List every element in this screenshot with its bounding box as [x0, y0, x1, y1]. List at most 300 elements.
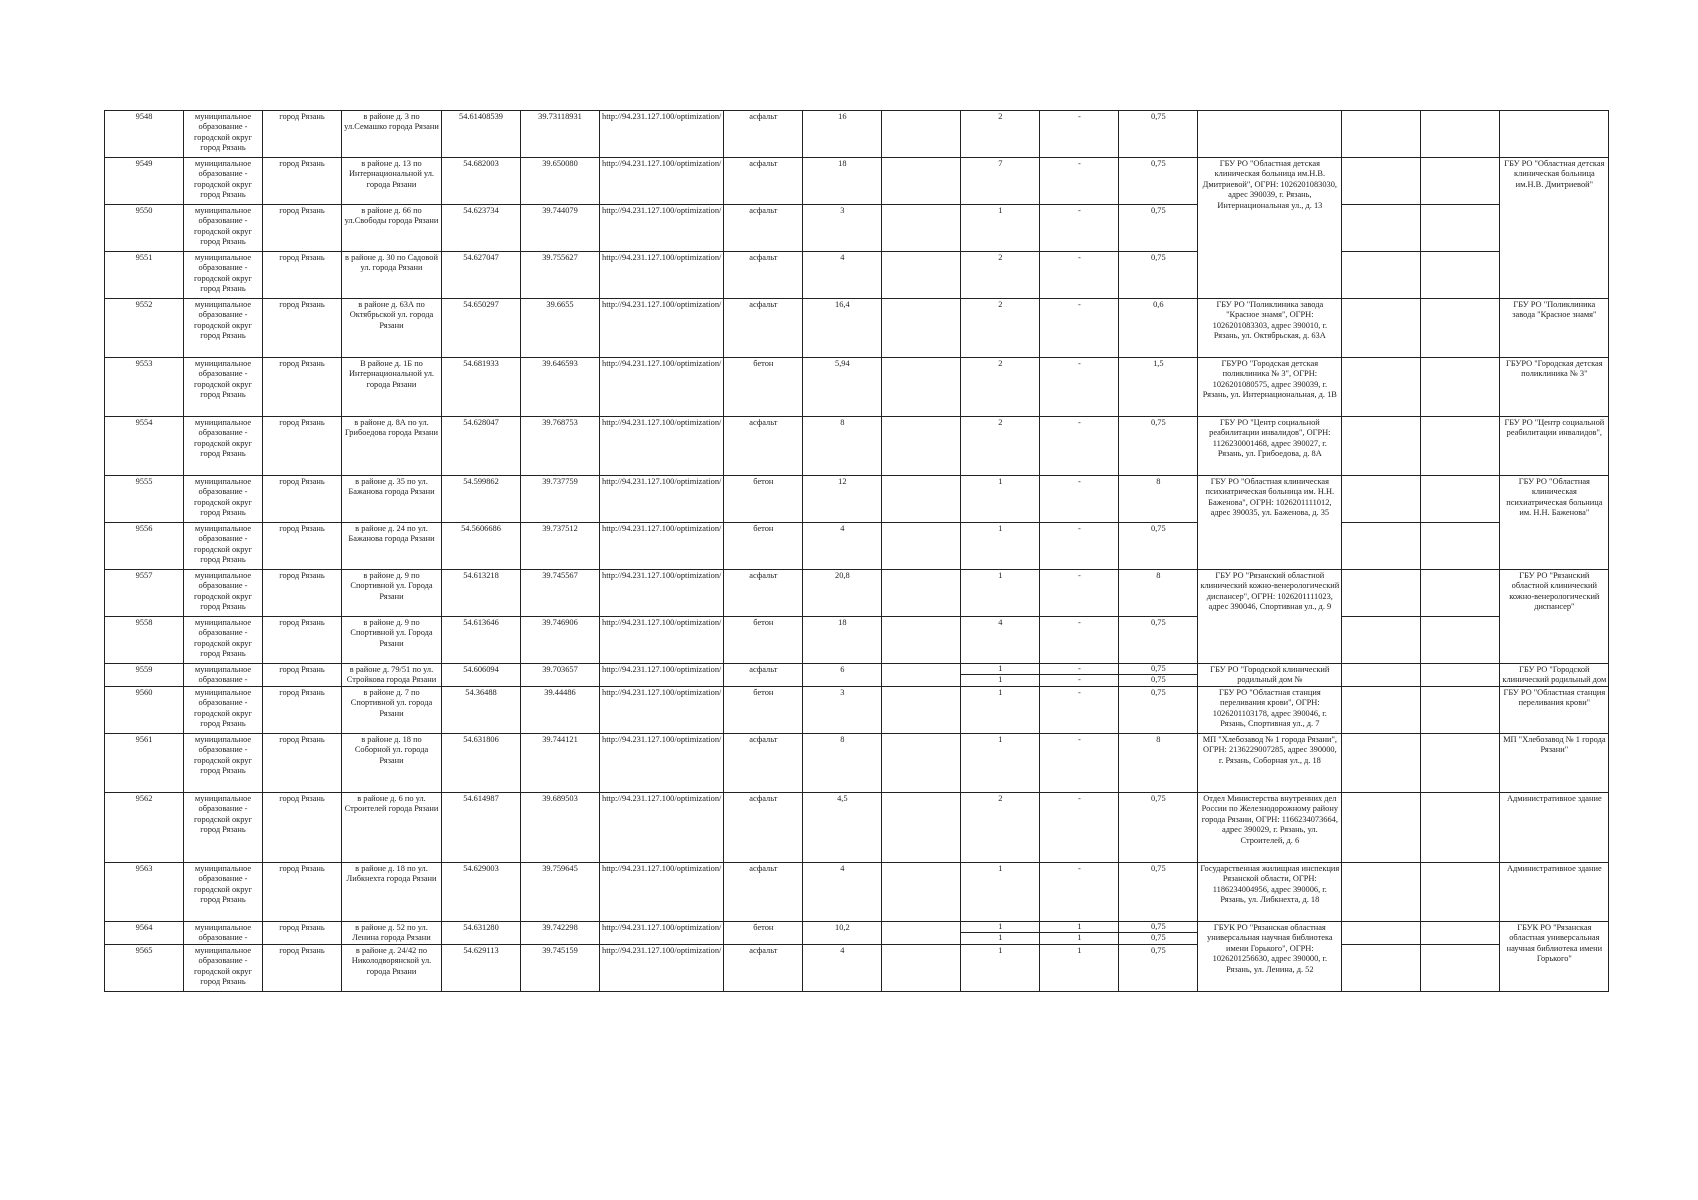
empty-cell [882, 687, 961, 734]
empty-cell [1421, 111, 1500, 158]
capacity-cell: 0,6 [1119, 299, 1198, 358]
surface-cell: асфальт [724, 570, 803, 617]
area-cell: 3 [803, 687, 882, 734]
volume-cell: - [1040, 617, 1119, 664]
empty-cell [882, 523, 961, 570]
capacity-cell: 0,75 [1119, 617, 1198, 664]
surface-cell: асфальт [724, 111, 803, 158]
municipality-cell: муниципальное образование - городской округ город Рязань [184, 945, 263, 992]
owner-cell: ГБУ РО "Областная станция переливания крови", ОГРН: 1026201103178, адрес 390046, г. Рязань, Спортивная ул., д. 7 [1198, 687, 1342, 734]
empty-cell [1342, 793, 1421, 863]
containers-cell: 1 [961, 205, 1040, 252]
latitude-cell: 54.628047 [442, 417, 521, 476]
surface-cell: асфальт [724, 863, 803, 922]
empty-cell [1421, 617, 1500, 664]
empty-cell [882, 863, 961, 922]
capacity-cell-part: 0,75 [1151, 933, 1166, 942]
waste-source-cell: ГБУ РО "Центр социальной реабилитации инвалидов", [1500, 417, 1609, 476]
area-cell: 18 [803, 158, 882, 205]
owner-cell: ГБУК РО "Рязанская областная универсальная научная библиотека имени Горького", ОГРН: 1026201256630, адрес 390000, г. Рязань, ул. Ленина, д. 52 [1198, 922, 1342, 992]
containers-cell-part: 1 [998, 933, 1003, 942]
url-cell: http://94.231.127.100/optimization/ [600, 922, 724, 945]
row-id-cell: 9557 [105, 570, 184, 617]
empty-cell [1421, 570, 1500, 617]
location-cell: в районе д. 6 по ул. Строителей города Рязани [342, 793, 442, 863]
location-cell: в районе д. 24 по ул. Бажанова города Рязани [342, 523, 442, 570]
capacity-cell-part: 0,75 [1151, 675, 1166, 684]
empty-cell [1342, 358, 1421, 417]
table-row [105, 158, 1609, 205]
containers-cell: 1 [961, 863, 1040, 922]
capacity-cell: 0,75 [1119, 111, 1198, 158]
area-cell: 4 [803, 945, 882, 992]
longitude-cell: 39.689503 [521, 793, 600, 863]
owner-cell: МП "Хлебозавод № 1 города Рязани", ОГРН: 2136229007285, адрес 390000, г. Рязань, Соборная ул., д. 18 [1198, 734, 1342, 793]
surface-cell: бетон [724, 523, 803, 570]
city-cell: город Рязань [263, 111, 342, 158]
latitude-cell: 54.650297 [442, 299, 521, 358]
containers-cell: 1 [961, 687, 1040, 734]
city-cell: город Рязань [263, 299, 342, 358]
containers-cell: 4 [961, 617, 1040, 664]
location-cell: В районе д. 1Б по Интернациональной ул. города Рязани [342, 358, 442, 417]
url-cell: http://94.231.127.100/optimization/ [600, 111, 724, 158]
url-cell: http://94.231.127.100/optimization/ [600, 570, 724, 617]
url-cell: http://94.231.127.100/optimization/ [600, 793, 724, 863]
location-cell: в районе д. 8А по ул. Грибоедова города Рязани [342, 417, 442, 476]
containers-cell: 1 [961, 570, 1040, 617]
longitude-cell: 39.646593 [521, 358, 600, 417]
volume-cell: - [1040, 299, 1119, 358]
city-cell: город Рязань [263, 158, 342, 205]
table-row [105, 252, 1609, 299]
table-row [105, 299, 1609, 358]
surface-cell: асфальт [724, 205, 803, 252]
capacity-cell: 8 [1119, 734, 1198, 793]
row-id-cell: 9550 [105, 205, 184, 252]
table-row [105, 734, 1609, 793]
longitude-cell: 39.744121 [521, 734, 600, 793]
table-row [105, 945, 1609, 992]
surface-cell: асфальт [724, 734, 803, 793]
latitude-cell: 54.623734 [442, 205, 521, 252]
location-cell: в районе д. 63А по Октябрьской ул. города Рязани [342, 299, 442, 358]
containers-cell-part: 1 [961, 922, 1039, 933]
waste-source-cell: ГБУ РО "Рязанский областной клинический кожно-венерологический диспансер" [1500, 570, 1609, 664]
empty-cell [1342, 664, 1421, 687]
city-cell: город Рязань [263, 252, 342, 299]
containers-cell: 2 [961, 417, 1040, 476]
empty-cell [1342, 476, 1421, 523]
surface-cell: бетон [724, 358, 803, 417]
capacity-cell: 0,75 [1119, 793, 1198, 863]
capacity-cell: 0,75 [1119, 687, 1198, 734]
waste-source-cell: ГБУРО "Городская детская поликлиника № 3" [1500, 358, 1609, 417]
volume-cell: - [1040, 793, 1119, 863]
capacity-cell: 0,75 [1119, 417, 1198, 476]
latitude-cell: 54.627047 [442, 252, 521, 299]
municipality-cell: муниципальное образование - [184, 664, 263, 687]
surface-cell: бетон [724, 617, 803, 664]
table-row [105, 358, 1609, 417]
url-cell: http://94.231.127.100/optimization/ [600, 205, 724, 252]
longitude-cell: 39.745567 [521, 570, 600, 617]
empty-cell [1342, 617, 1421, 664]
empty-cell [882, 252, 961, 299]
area-cell: 4 [803, 252, 882, 299]
surface-cell: асфальт [724, 793, 803, 863]
url-cell: http://94.231.127.100/optimization/ [600, 687, 724, 734]
empty-cell [882, 617, 961, 664]
table-row [105, 687, 1609, 734]
waste-source-cell: ГБУК РО "Рязанская областная универсальная научная библиотека имени Горького" [1500, 922, 1609, 992]
containers-cell: 2 [961, 358, 1040, 417]
containers-cell: 2 [961, 111, 1040, 158]
longitude-cell: 39.742298 [521, 922, 600, 945]
table-row [105, 523, 1609, 570]
empty-cell [1421, 252, 1500, 299]
empty-cell [882, 111, 961, 158]
area-cell: 3 [803, 205, 882, 252]
location-cell: в районе д. 3 по ул.Семашко города Рязани [342, 111, 442, 158]
latitude-cell: 54.36488 [442, 687, 521, 734]
row-id-cell: 9555 [105, 476, 184, 523]
table-row [105, 922, 1609, 945]
url-cell: http://94.231.127.100/optimization/ [600, 158, 724, 205]
empty-cell [882, 205, 961, 252]
containers-cell: 1 [961, 523, 1040, 570]
volume-cell: - [1040, 417, 1119, 476]
location-cell: в районе д. 9 по Спортивной ул. Города Рязани [342, 617, 442, 664]
owner-cell: ГБУ РО "Областная клиническая психиатрическая больница им. Н.Н. Баженова", ОГРН: 1026201111012, адрес 390035, ул. Баженова, д. 35 [1198, 476, 1342, 570]
empty-cell [1421, 523, 1500, 570]
capacity-cell: 8 [1119, 476, 1198, 523]
volume-cell-part: - [1077, 675, 1081, 684]
longitude-cell: 39.44486 [521, 687, 600, 734]
area-cell: 6 [803, 664, 882, 687]
containers-cell: 7 [961, 158, 1040, 205]
municipality-cell: муниципальное образование - городской округ город Рязань [184, 205, 263, 252]
volume-cell-part: - [1040, 664, 1118, 675]
url-cell: http://94.231.127.100/optimization/ [600, 945, 724, 992]
city-cell: город Рязань [263, 617, 342, 664]
longitude-cell: 39.745159 [521, 945, 600, 992]
owner-cell: ГБУ РО "Рязанский областной клинический кожно-венерологический диспансер", ОГРН: 1026201111023, адрес 390046, Спортивная ул., д. 9 [1198, 570, 1342, 664]
volume-cell: - [1040, 158, 1119, 205]
volume-cell: 1 [1040, 945, 1119, 992]
longitude-cell: 39.650080 [521, 158, 600, 205]
empty-cell [1342, 252, 1421, 299]
empty-cell [1342, 687, 1421, 734]
latitude-cell: 54.629113 [442, 945, 521, 992]
empty-cell [1342, 863, 1421, 922]
empty-cell [1421, 205, 1500, 252]
longitude-cell: 39.759645 [521, 863, 600, 922]
owner-cell: ГБУ РО "Поликлиника завода "Красное знамя", ОГРН: 1026201083303, адрес 390010, г. Рязань, ул. Октябрьская, д. 63А [1198, 299, 1342, 358]
area-cell: 16,4 [803, 299, 882, 358]
longitude-cell: 39.737512 [521, 523, 600, 570]
containers-cell: 2 [961, 252, 1040, 299]
location-cell: в районе д. 7 по Спортивной ул. города Рязани [342, 687, 442, 734]
containers-cell [961, 664, 1040, 687]
municipality-cell: муниципальное образование - городской округ город Рязань [184, 476, 263, 523]
location-cell: в районе д. 18 по Соборной ул. города Рязани [342, 734, 442, 793]
area-cell: 20,8 [803, 570, 882, 617]
table-row [105, 111, 1609, 158]
municipality-cell: муниципальное образование - городской округ город Рязань [184, 617, 263, 664]
city-cell: город Рязань [263, 664, 342, 687]
url-cell: http://94.231.127.100/optimization/ [600, 417, 724, 476]
waste-source-cell: ГБУ РО "Областная клиническая психиатрическая больница им. Н.Н. Баженова" [1500, 476, 1609, 570]
volume-cell: - [1040, 523, 1119, 570]
empty-cell [1342, 734, 1421, 793]
empty-cell [882, 793, 961, 863]
empty-cell [1421, 476, 1500, 523]
city-cell: город Рязань [263, 205, 342, 252]
surface-cell: бетон [724, 476, 803, 523]
empty-cell [1421, 734, 1500, 793]
empty-cell [1342, 205, 1421, 252]
surface-cell: асфальт [724, 299, 803, 358]
latitude-cell: 54.599862 [442, 476, 521, 523]
empty-cell [1421, 417, 1500, 476]
row-id-cell: 9554 [105, 417, 184, 476]
waste-source-cell: ГБУ РО "Городской клинический родильный дом [1500, 664, 1609, 687]
waste-source-cell: Административное здание [1500, 863, 1609, 922]
empty-cell [1421, 664, 1500, 687]
row-id-cell: 9551 [105, 252, 184, 299]
area-cell: 16 [803, 111, 882, 158]
owner-cell [1198, 111, 1342, 158]
owner-cell: ГБУ РО "Центр социальной реабилитации инвалидов", ОГРН: 1126230001468, адрес 390027, г. Рязань, ул. Грибоедова, д. 8А [1198, 417, 1342, 476]
location-cell: в районе д. 9 по Спортивной ул. Города Рязани [342, 570, 442, 617]
municipality-cell: муниципальное образование - городской округ город Рязань [184, 863, 263, 922]
containers-cell [961, 922, 1040, 945]
municipality-cell: муниципальное образование - [184, 922, 263, 945]
containers-cell: 2 [961, 793, 1040, 863]
volume-cell [1040, 664, 1119, 687]
municipality-cell: муниципальное образование - городской округ город Рязань [184, 252, 263, 299]
surface-cell: бетон [724, 687, 803, 734]
empty-cell [1342, 299, 1421, 358]
url-cell: http://94.231.127.100/optimization/ [600, 664, 724, 687]
capacity-cell: 0,75 [1119, 252, 1198, 299]
table-row [105, 205, 1609, 252]
volume-cell: - [1040, 252, 1119, 299]
municipality-cell: муниципальное образование - городской округ город Рязань [184, 417, 263, 476]
table-row [105, 617, 1609, 664]
area-cell: 4 [803, 863, 882, 922]
location-cell: в районе д. 66 по ул.Свободы города Рязани [342, 205, 442, 252]
url-cell: http://94.231.127.100/optimization/ [600, 252, 724, 299]
containers-cell: 2 [961, 299, 1040, 358]
url-cell: http://94.231.127.100/optimization/ [600, 863, 724, 922]
area-cell: 18 [803, 617, 882, 664]
empty-cell [1421, 158, 1500, 205]
table-row [105, 664, 1609, 687]
surface-cell: асфальт [724, 417, 803, 476]
row-id-cell: 9548 [105, 111, 184, 158]
owner-cell: ГБУ РО "Областная детская клиническая больница им.Н.В. Дмитриевой", ОГРН: 1026201083030, адрес 390039, г. Рязань, Интернациональная ул., д. 13 [1198, 158, 1342, 299]
latitude-cell: 54.606094 [442, 664, 521, 687]
waste-source-cell: Административное здание [1500, 793, 1609, 863]
table-row [105, 863, 1609, 922]
empty-cell [1421, 922, 1500, 945]
registry-table-body [105, 111, 1609, 992]
municipality-cell: муниципальное образование - городской округ город Рязань [184, 299, 263, 358]
latitude-cell: 54.61408539 [442, 111, 521, 158]
url-cell: http://94.231.127.100/optimization/ [600, 617, 724, 664]
longitude-cell: 39.755627 [521, 252, 600, 299]
empty-cell [882, 158, 961, 205]
latitude-cell: 54.614987 [442, 793, 521, 863]
capacity-cell [1119, 922, 1198, 945]
area-cell: 8 [803, 417, 882, 476]
city-cell: город Рязань [263, 863, 342, 922]
latitude-cell: 54.5606686 [442, 523, 521, 570]
capacity-cell-part: 0,75 [1119, 664, 1197, 675]
capacity-cell-part: 0,75 [1119, 922, 1197, 933]
row-id-cell: 9565 [105, 945, 184, 992]
surface-cell: асфальт [724, 945, 803, 992]
empty-cell [882, 417, 961, 476]
table-row [105, 476, 1609, 523]
city-cell: город Рязань [263, 687, 342, 734]
row-id-cell: 9559 [105, 664, 184, 687]
empty-cell [1342, 158, 1421, 205]
empty-cell [1421, 687, 1500, 734]
longitude-cell: 39.744079 [521, 205, 600, 252]
capacity-cell [1119, 664, 1198, 687]
longitude-cell: 39.6655 [521, 299, 600, 358]
empty-cell [1342, 523, 1421, 570]
row-id-cell: 9562 [105, 793, 184, 863]
longitude-cell: 39.73118931 [521, 111, 600, 158]
empty-cell [1342, 945, 1421, 992]
waste-source-cell: ГБУ РО "Поликлиника завода "Красное знамя" [1500, 299, 1609, 358]
waste-source-cell [1500, 111, 1609, 158]
url-cell: http://94.231.127.100/optimization/ [600, 523, 724, 570]
city-cell: город Рязань [263, 570, 342, 617]
longitude-cell: 39.768753 [521, 417, 600, 476]
waste-source-cell: ГБУ РО "Областная детская клиническая больница им.Н.В. Дмитриевой" [1500, 158, 1609, 299]
city-cell: город Рязань [263, 476, 342, 523]
url-cell: http://94.231.127.100/optimization/ [600, 299, 724, 358]
empty-cell [1421, 299, 1500, 358]
capacity-cell: 0,75 [1119, 523, 1198, 570]
table-row [105, 570, 1609, 617]
volume-cell-part: 1 [1040, 922, 1118, 933]
latitude-cell: 54.629003 [442, 863, 521, 922]
owner-cell: ГБУ РО "Городской клинический родильный дом № [1198, 664, 1342, 687]
empty-cell [1342, 417, 1421, 476]
empty-cell [882, 734, 961, 793]
municipality-cell: муниципальное образование - городской округ город Рязань [184, 734, 263, 793]
city-cell: город Рязань [263, 358, 342, 417]
empty-cell [882, 358, 961, 417]
waste-source-cell: ГБУ РО "Областная станция переливания крови" [1500, 687, 1609, 734]
area-cell: 5,94 [803, 358, 882, 417]
volume-cell: - [1040, 734, 1119, 793]
registry-table [104, 110, 1609, 992]
row-id-cell: 9552 [105, 299, 184, 358]
surface-cell: бетон [724, 922, 803, 945]
containers-cell: 1 [961, 476, 1040, 523]
city-cell: город Рязань [263, 922, 342, 945]
empty-cell [1421, 945, 1500, 992]
location-cell: в районе д. 24/42 по Николодворянской ул. города Рязани [342, 945, 442, 992]
municipality-cell: муниципальное образование - городской округ город Рязань [184, 687, 263, 734]
location-cell: в районе д. 35 по ул. Бажанова города Рязани [342, 476, 442, 523]
empty-cell [1421, 863, 1500, 922]
row-id-cell: 9556 [105, 523, 184, 570]
row-id-cell: 9561 [105, 734, 184, 793]
location-cell: в районе д. 30 по Садовой ул. города Рязани [342, 252, 442, 299]
capacity-cell: 0,75 [1119, 205, 1198, 252]
volume-cell: - [1040, 358, 1119, 417]
location-cell: в районе д. 18 по ул. Либкнехта города Рязани [342, 863, 442, 922]
latitude-cell: 54.613218 [442, 570, 521, 617]
longitude-cell: 39.703657 [521, 664, 600, 687]
empty-cell [1421, 793, 1500, 863]
municipality-cell: муниципальное образование - городской округ город Рязань [184, 523, 263, 570]
empty-cell [882, 922, 961, 945]
surface-cell: асфальт [724, 158, 803, 205]
empty-cell [1342, 922, 1421, 945]
municipality-cell: муниципальное образование - городской округ город Рязань [184, 358, 263, 417]
row-id-cell: 9560 [105, 687, 184, 734]
capacity-cell: 1,5 [1119, 358, 1198, 417]
city-cell: город Рязань [263, 417, 342, 476]
area-cell: 12 [803, 476, 882, 523]
location-cell: в районе д. 79/51 по ул. Стройкова города Рязани [342, 664, 442, 687]
location-cell: в районе д. 52 по ул. Ленина города Рязани [342, 922, 442, 945]
empty-cell [1342, 111, 1421, 158]
table-row [105, 417, 1609, 476]
volume-cell: - [1040, 476, 1119, 523]
capacity-cell: 0,75 [1119, 945, 1198, 992]
volume-cell: - [1040, 205, 1119, 252]
area-cell: 10,2 [803, 922, 882, 945]
empty-cell [882, 570, 961, 617]
containers-cell-part: 1 [961, 664, 1039, 675]
owner-cell: ГБУРО "Городская детская поликлиника № 3", ОГРН: 1026201080575, адрес 390039, г. Рязань, ул. Интернациональная, д. 1В [1198, 358, 1342, 417]
city-cell: город Рязань [263, 793, 342, 863]
capacity-cell: 0,75 [1119, 158, 1198, 205]
latitude-cell: 54.682003 [442, 158, 521, 205]
surface-cell: асфальт [724, 252, 803, 299]
owner-cell: Отдел Министерства внутренних дел России по Железнодорожному району города Рязани, ОГРН: 1166234073664, адрес 390029, г. Рязань, ул. Строителей, д. 6 [1198, 793, 1342, 863]
municipality-cell: муниципальное образование - городской округ город Рязань [184, 111, 263, 158]
latitude-cell: 54.613646 [442, 617, 521, 664]
area-cell: 8 [803, 734, 882, 793]
latitude-cell: 54.631280 [442, 922, 521, 945]
row-id-cell: 9549 [105, 158, 184, 205]
surface-cell: асфальт [724, 664, 803, 687]
volume-cell-part: 1 [1077, 933, 1082, 942]
url-cell: http://94.231.127.100/optimization/ [600, 476, 724, 523]
latitude-cell: 54.681933 [442, 358, 521, 417]
empty-cell [882, 299, 961, 358]
empty-cell [1421, 358, 1500, 417]
volume-cell: - [1040, 863, 1119, 922]
capacity-cell: 0,75 [1119, 863, 1198, 922]
row-id-cell: 9564 [105, 922, 184, 945]
city-cell: город Рязань [263, 945, 342, 992]
owner-cell: Государственная жилищная инспекция Рязанской области, ОГРН: 1186234004956, адрес 390006, г. Рязань, ул. Либкнехта, д. 18 [1198, 863, 1342, 922]
municipality-cell: муниципальное образование - городской округ город Рязань [184, 793, 263, 863]
row-id-cell: 9553 [105, 358, 184, 417]
